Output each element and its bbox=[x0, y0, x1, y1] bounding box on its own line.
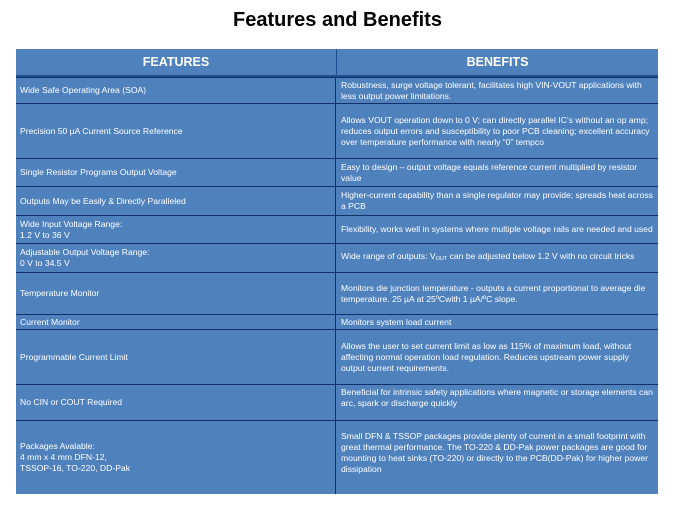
feature-text: Temperature Monitor bbox=[20, 288, 100, 298]
table-row bbox=[16, 384, 658, 420]
benefit-text: Easy to design – output voltage equals reference current multiplied by resistor value bbox=[341, 161, 638, 183]
benefit-text: Beneficial for intrinsic safety applications where magnetic or storage elements can arc, spark or discharge quickly bbox=[341, 387, 653, 408]
feature-cell bbox=[16, 244, 336, 272]
feature-cell bbox=[16, 159, 336, 186]
benefit-cell bbox=[337, 421, 658, 494]
feature-text: 1.2 V to 36 V bbox=[20, 229, 70, 240]
feature-cell bbox=[16, 421, 336, 494]
feature-text: Adjustable Output Voltage Range: bbox=[20, 247, 150, 257]
feature-cell bbox=[16, 216, 336, 243]
feature-cell bbox=[16, 273, 336, 314]
table-row bbox=[16, 243, 658, 272]
feature-text: Wide Input Voltage Range: bbox=[20, 218, 123, 229]
benefit-text: Monitors system load current bbox=[341, 316, 452, 327]
benefit-cell bbox=[337, 385, 658, 420]
benefit-text: Small DFN & TSSOP packages provide plenty of current in a small footprint with great thermal performance. The TO-220 & DD-Pak power packages are good for mounting to heat sinks (TO-220) or directly to the PCB(DD-Pak) for higher power dissipation bbox=[341, 431, 648, 474]
benefit-text: Robustness, surge voltage tolerant, facilitates high VIN-VOUT applications with less output power limitations. bbox=[341, 79, 642, 101]
benefit-cell bbox=[337, 78, 658, 103]
benefits-column-header: BENEFITS bbox=[337, 49, 658, 77]
benefit-cell bbox=[337, 315, 658, 329]
feature-text: 0 V to 34.5 V bbox=[20, 258, 70, 268]
table-row bbox=[16, 329, 658, 384]
feature-text: Outputs May be Easily & Directly Paralleled bbox=[20, 195, 186, 206]
table-row bbox=[16, 272, 658, 314]
features-column-header: FEATURES bbox=[16, 49, 337, 77]
feature-text: No CIN or COUT Required bbox=[20, 397, 123, 407]
table-row bbox=[16, 186, 658, 215]
features-benefits-table bbox=[16, 49, 658, 494]
benefit-text-part: Wide range of outputs: V bbox=[341, 251, 436, 261]
benefit-cell bbox=[337, 159, 658, 186]
feature-text: Single Resistor Programs Output Voltage bbox=[20, 167, 177, 177]
feature-text: Programmable Current Limit bbox=[20, 351, 128, 362]
page-title: Features and Benefits bbox=[233, 9, 442, 31]
benefit-text: Flexibility, works well in systems where multiple voltage rails are needed and used bbox=[341, 224, 653, 234]
benefit-cell bbox=[337, 216, 658, 243]
feature-text: Packages Avalable: bbox=[20, 441, 95, 451]
feature-cell bbox=[16, 187, 336, 215]
benefit-cell bbox=[337, 330, 658, 384]
feature-cell bbox=[16, 385, 336, 420]
benefit-cell bbox=[337, 273, 658, 314]
feature-text: TSSOP-16, TO-220, DD-Pak bbox=[20, 463, 131, 473]
feature-cell bbox=[16, 104, 336, 158]
feature-cell bbox=[16, 78, 336, 103]
table-row bbox=[16, 77, 658, 103]
feature-text: 4 mm x 4 mm DFN-12, bbox=[20, 452, 107, 462]
table-row bbox=[16, 420, 658, 494]
feature-cell bbox=[16, 330, 336, 384]
benefit-cell bbox=[337, 104, 658, 158]
benefit-cell bbox=[337, 187, 658, 215]
feature-text: Wide Safe Operating Area (SOA) bbox=[20, 85, 147, 95]
feature-cell bbox=[16, 315, 336, 329]
table-row bbox=[16, 314, 658, 329]
table-row bbox=[16, 215, 658, 243]
benefit-text-part: can be adjusted below 1.2 V with no circuit tricks bbox=[447, 251, 635, 261]
benefit-text: Allows the user to set current limit as low as 115% of maximum load, without affecting normal operation load regulation. Reduces upstream power supply output current requirements. bbox=[341, 340, 632, 373]
feature-text: Precision 50 µA Current Source Reference bbox=[20, 125, 183, 136]
benefit-text bbox=[341, 251, 634, 265]
benefit-text: Allows VOUT operation down to 0 V; can directly parallel IC’s without an op amp; reduces output errors and susceptibility to poor PCB cleaning; excellent accuracy over temperature performance with nearly “0” tempco bbox=[341, 114, 650, 147]
table-row bbox=[16, 103, 658, 158]
vout-subscript: OUT bbox=[435, 256, 448, 262]
feature-text: Current Monitor bbox=[20, 316, 80, 327]
benefit-text: Monitors die junction temperature - outputs a current proportional to average die temperature. 25 µA at 25ºCwith 1 µA/ºC slope. bbox=[341, 282, 646, 304]
benefit-text: Higher-current capability than a single regulator may provide; spreads heat across a PCB bbox=[341, 190, 653, 211]
benefit-cell bbox=[337, 244, 658, 272]
table-row bbox=[16, 158, 658, 186]
